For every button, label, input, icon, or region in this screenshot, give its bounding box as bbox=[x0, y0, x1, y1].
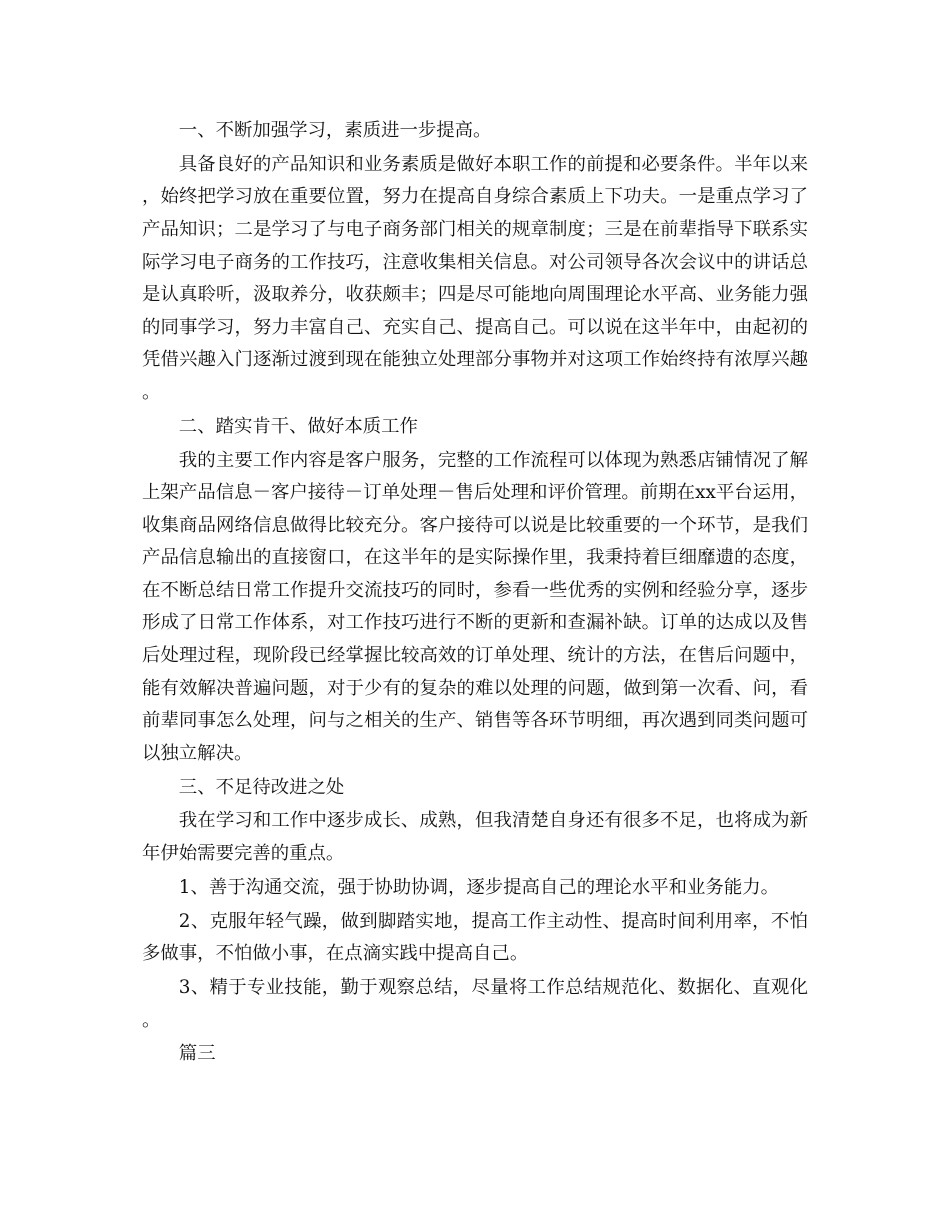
body-paragraph-1: 具备良好的产品知识和业务素质是做好本职工作的前提和必要条件。半年以来，始终把学习放在重要位置，努力在提高自身综合素质上下功夫。一是重点学习了产品知识；二是学习了与电子商务部门相关的规章制度；三是在前辈指导下联系实际学习电子商务的工作技巧，注意收集相关信息。对公司领导各次会议中的讲话总是认真聆听，汲取养分，收获颇丰；四是尽可能地向周围理论水平高、业务能力强的同事学习，努力丰富自己、充实自己、提高自己。可以说在这半年中，由起初的凭借兴趣入门逐渐过渡到现在能独立处理部分事物并对这项工作始终持有浓厚兴趣。 bbox=[142, 153, 808, 403]
body-paragraph-3: 我在学习和工作中逐步成长、成熟，但我清楚自身还有很多不足，也将成为新年伊始需要完善的重点。 bbox=[142, 810, 808, 864]
list-item-2: 2、克服年轻气躁，做到脚踏实地，提高工作主动性、提高时间利用率，不怕多做事，不怕做小事，在点滴实践中提高自己。 bbox=[142, 910, 808, 965]
section-heading-4: 篇三 bbox=[178, 1043, 216, 1065]
section-heading-2: 二、踏实肯干、做好本质工作 bbox=[178, 415, 418, 437]
list-item-1: 1、善于沟通交流，强于协助协调，逐步提高自己的理论水平和业务能力。 bbox=[178, 876, 779, 898]
document-body bbox=[142, 115, 808, 1072]
section-heading-3: 三、不足待改进之处 bbox=[178, 776, 345, 798]
section-heading-1: 一、不断加强学习，素质进一步提高。 bbox=[178, 120, 492, 141]
list-item-3: 3、精于专业技能，勤于观察总结，尽量将工作总结规范化、数据化、直观化。 bbox=[142, 976, 808, 1031]
body-paragraph-2: 我的主要工作内容是客户服务，完整的工作流程可以体现为熟悉店铺情况了解上架产品信息－客户接待－订单处理－售后处理和评价管理。前期在xx平台运用，收集商品网络信息做得比较充分。客户接待可以说是比较重要的一个环节，是我们产品信息输出的直接窗口，在这半年的是实际操作里，我秉持着巨细靡遗的态度，在不断总结日常工作提升交流技巧的同时，参看一些优秀的实例和经验分享，逐步形成了日常工作体系，对工作技巧进行不断的更新和查漏补缺。订单的达成以及售后处理过程，现阶段已经掌握比较高效的订单处理、统计的方法，在售后问题中，能有效解决普遍问题，对于少有的复杂的难以处理的问题，做到第一次看、问，看前辈同事怎么处理，问与之相关的生产、销售等各环节明细，再次遇到同类问题可以独立解决。 bbox=[142, 449, 808, 764]
